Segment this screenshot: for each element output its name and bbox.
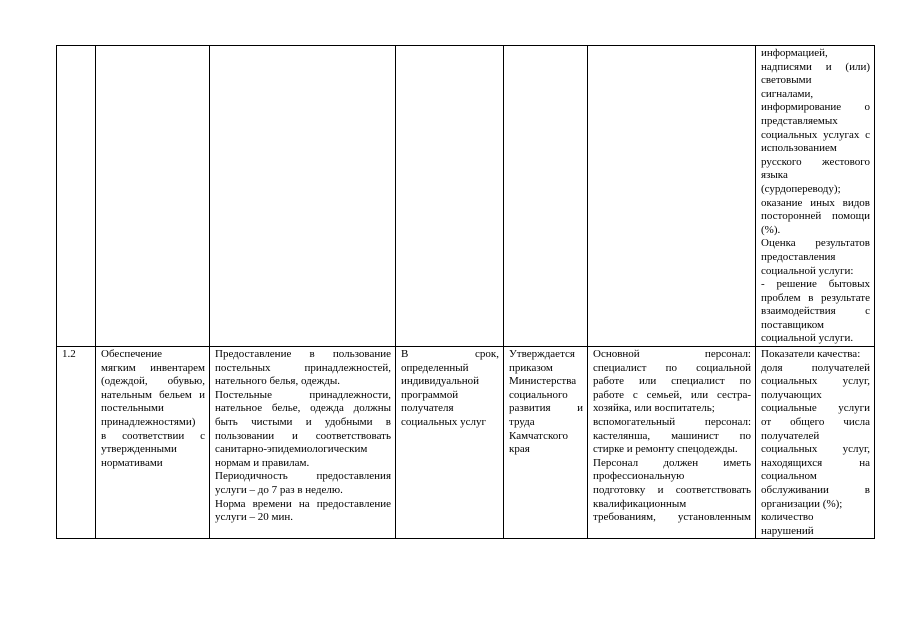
text-line: быть чистыми и удобными в (215, 416, 391, 429)
text-line: специалист по социальной (593, 361, 751, 374)
text-line: использованием (761, 142, 837, 155)
text-line: пользовании и соответствовать (215, 429, 391, 442)
text-line: Утверждается (509, 348, 575, 361)
text-line: Персонал должен иметь (593, 456, 751, 469)
text-line: нательное белье, одежда должны (215, 402, 391, 415)
text-line: сигналами, (761, 87, 814, 100)
text-line: социальных услуг, (761, 375, 870, 388)
text-line: развития и (509, 402, 583, 415)
text-line: доля получателей (761, 361, 870, 374)
text-line: нарушений (761, 524, 814, 537)
paragraph (509, 348, 583, 457)
text-line: труда (509, 416, 535, 429)
service-term-cell (396, 46, 504, 347)
service-description-cell (210, 46, 396, 347)
paragraph (761, 348, 870, 362)
text-line: принадлежностями) (101, 416, 196, 429)
paragraph (401, 348, 499, 430)
service-term-cell (396, 347, 504, 539)
paragraph (215, 498, 391, 525)
text-line: края (509, 443, 530, 456)
text-line: требованиям, установленным (593, 511, 751, 524)
services-table (56, 45, 875, 539)
text-line: от общего числа (761, 416, 870, 429)
text-line: услуги – 20 мин. (215, 511, 294, 524)
text-line: языка (761, 169, 788, 182)
text-line: (одеждой, обувью, (101, 375, 205, 388)
text-line: нательным бельем и (101, 388, 205, 401)
text-line: индивидуальной (401, 375, 480, 388)
staff-cell (588, 46, 756, 347)
text-line: надписями и (или) (761, 60, 870, 73)
text-line: получателей (761, 429, 820, 442)
text-line: организации (%); (761, 497, 843, 510)
text-line: информирование о (761, 101, 870, 114)
text-line: социальных услуг (401, 416, 487, 429)
paragraph (761, 47, 870, 237)
paragraph (593, 457, 751, 525)
text-line: социальном (761, 470, 817, 483)
text-line: вспомогательный персонал: (593, 416, 751, 429)
text-line: социальные услуги (761, 402, 870, 415)
text-line: оказание иных видов (761, 196, 870, 209)
text-line: взаимодействия с (761, 305, 870, 318)
text-line: социальных услуг, (761, 443, 870, 456)
paragraph (215, 348, 391, 389)
text-line: Основной персонал: (593, 348, 751, 361)
service-procedure-cell (504, 347, 588, 539)
text-line: Постельные принадлежности, (215, 388, 391, 401)
text-line: постельными (101, 402, 164, 415)
text-line: квалификационным (593, 497, 687, 510)
text-line: (%). (761, 223, 781, 236)
text-line: световыми (761, 74, 812, 87)
text-line: нормативами (101, 456, 163, 469)
text-line: Периодичность предоставления (215, 470, 391, 483)
text-line: утвержденными (101, 443, 177, 456)
text-line: социальной услуги. (761, 332, 854, 345)
text-line: определенный (401, 361, 469, 374)
text-line: хозяйка, или воспитатель; (593, 402, 715, 415)
text-line: В срок, (401, 348, 499, 361)
text-line: проблем в результате (761, 291, 870, 304)
text-line: находящихся на (761, 456, 870, 469)
text-line: посторонней помощи (761, 210, 870, 223)
text-line: количество (761, 511, 814, 524)
text-line: поставщиком (761, 318, 824, 331)
text-line: Оценка результатов (761, 237, 870, 250)
text-line: социальной услуги: (761, 264, 854, 277)
text-line: программой (401, 388, 459, 401)
service-name-cell (96, 46, 210, 347)
text-line: нательного белья, одежды. (215, 375, 340, 388)
text-line: обслуживании в (761, 484, 870, 496)
text-line: Норма времени на предоставление (215, 497, 391, 510)
text-line: (сурдопереводу); (761, 182, 841, 195)
text-line: санитарно-эпидемиологическим (215, 443, 368, 456)
row-number: 1.2 (62, 348, 76, 361)
text-line: русского жестового (761, 155, 870, 168)
text-line: постельных принадлежностей, (215, 361, 391, 374)
paragraph (761, 511, 870, 538)
text-line: в соответствии с (101, 429, 205, 442)
row-number-cell (57, 46, 96, 347)
paragraph (101, 348, 205, 470)
text-line: - решение бытовых (761, 278, 870, 291)
text-line: Министерства (509, 375, 577, 388)
paragraph (593, 348, 751, 416)
text-line: работе с семьей, или сестра- (593, 388, 751, 401)
text-line: социальных услугах с (761, 128, 870, 141)
text-line: Предоставление в пользование (215, 348, 391, 361)
paragraph (761, 362, 870, 512)
table-row-continued (57, 46, 875, 347)
paragraph (761, 278, 870, 346)
text-line: представляемых (761, 114, 838, 127)
text-line: приказом (509, 361, 553, 374)
paragraph (215, 470, 391, 497)
text-line: профессиональную (593, 470, 685, 483)
text-line: Камчатского (509, 429, 569, 442)
paragraph (761, 237, 870, 278)
table-row-service-1-2 (57, 347, 875, 539)
text-line: работе или специалист по (593, 375, 751, 388)
text-line: Показатели качества: (761, 348, 861, 361)
text-line: информацией, (761, 47, 828, 59)
text-line: получающих (761, 388, 822, 401)
service-procedure-cell (504, 46, 588, 347)
staff-cell (588, 347, 756, 539)
text-line: услуги – до 7 раз в неделю. (215, 484, 343, 496)
text-line: получателя (401, 402, 454, 415)
service-description-cell (210, 347, 396, 539)
text-line: мягким инвентарем (101, 361, 205, 374)
text-line: стирке и ремонту спецодежды. (593, 443, 738, 456)
paragraph (215, 389, 391, 471)
text-line: социального (509, 388, 568, 401)
text-line: подготовку и соответствовать (593, 484, 751, 496)
paragraph (593, 416, 751, 457)
text-line: предоставления (761, 250, 836, 263)
text-line: нормам и правилам. (215, 456, 310, 469)
text-line: кастелянша, машинист по (593, 429, 751, 442)
service-name-cell (96, 347, 210, 539)
quality-indicators-cell (756, 46, 875, 347)
quality-indicators-cell (756, 347, 875, 539)
row-number-cell (57, 347, 96, 539)
text-line: Обеспечение (101, 348, 162, 361)
